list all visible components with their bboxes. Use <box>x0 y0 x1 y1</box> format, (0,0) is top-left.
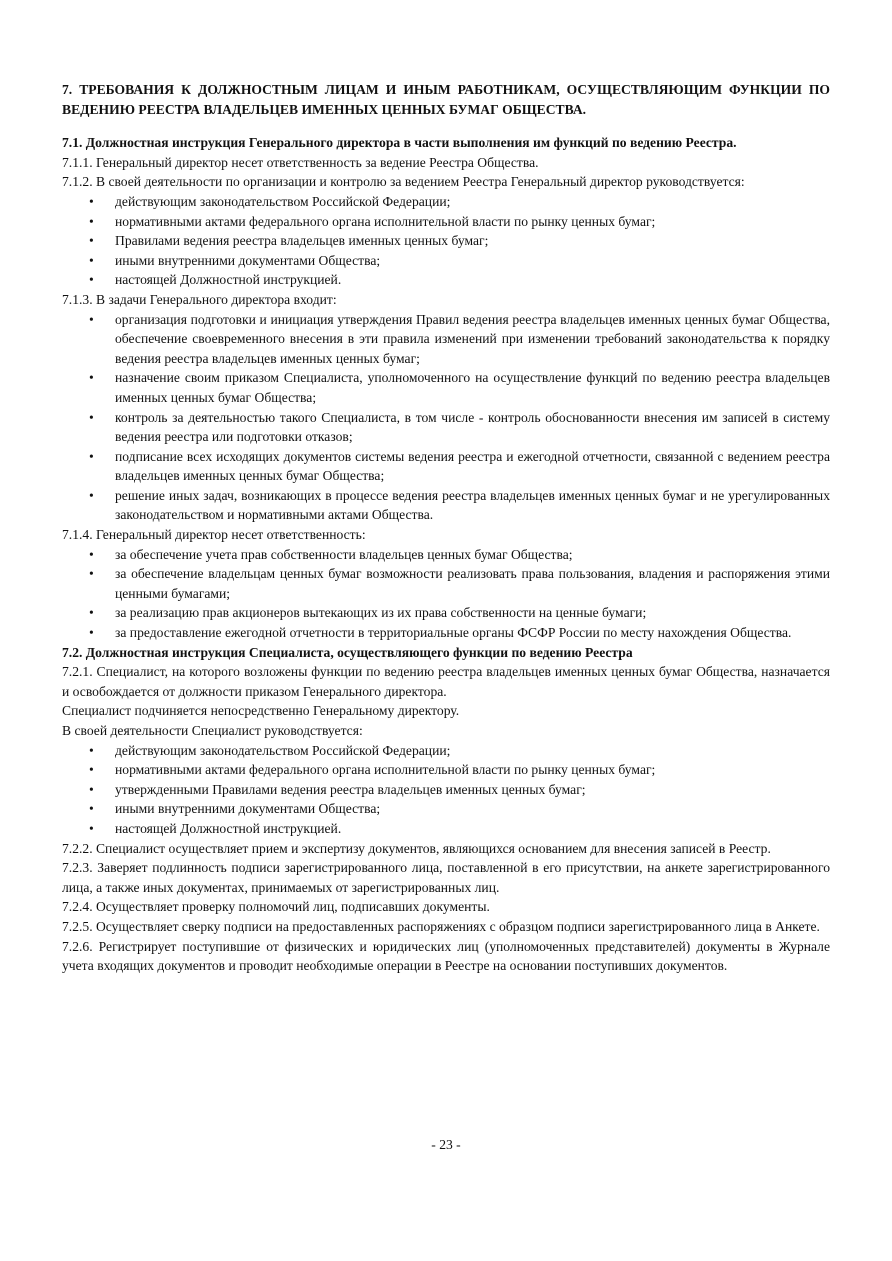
list-item: • нормативными актами федерального органа исполнительной власти по рынку ценных бумаг; <box>62 212 830 232</box>
paragraph-7-2-1: 7.2.1. Специалист, на которого возложены функции по ведению реестра владельцев именных ценных бумаг Общества, назначается и освобождается от должности приказом Генерального директора. <box>62 664 830 699</box>
paragraph-7-2-1-subordination: Специалист подчиняется непосредственно Генеральному директору. <box>62 703 460 719</box>
page-number: - 23 - <box>431 1137 461 1152</box>
section-7-2-heading: 7.2. Должностная инструкция Специалиста, осуществляющего функции по ведению Реестра <box>62 644 633 660</box>
paragraph-7-1-3: 7.1.3. В задачи Генерального директора входит: <box>62 291 337 307</box>
paragraph-7-2-6: 7.2.6. Регистрирует поступившие от физических и юридических лиц (уполномоченных представителей) документы в Журнале учета входящих документов и проводит необходимые операции в Реестре на основании поступивших документов. <box>62 938 830 974</box>
list-item: • иными внутренними документами Общества; <box>62 251 830 271</box>
list-7-1-3 <box>62 310 830 526</box>
list-item: • действующим законодательством Российской Федерации; <box>62 741 830 761</box>
paragraph-7-2-5: 7.2.5. Осуществляет сверку подписи на предоставленных распоряжениях с образцом подписи зарегистрированного лица в Анкете. <box>62 918 820 934</box>
list-item: • контроль за деятельностью такого Специалиста, в том числе - контроль обоснованности внесения им записей в систему ведения реестра или подготовки отказов; <box>62 408 830 447</box>
section-7-1-heading: 7.1. Должностная инструкция Генерального директора в части выполнения им функций по ведению Реестра. <box>62 135 737 151</box>
paragraph-7-2-1-guidance: В своей деятельности Специалист руководствуется: <box>62 723 363 738</box>
list-item: • назначение своим приказом Специалиста, уполномоченного на осуществление функций по ведению реестра владельцев именных ценных бумаг Общества; <box>62 368 830 407</box>
list-7-1-4 <box>62 545 830 643</box>
list-item: • действующим законодательством Российской Федерации; <box>62 192 830 212</box>
list-item: • нормативными актами федерального органа исполнительной власти по рынку ценных бумаг; <box>62 760 830 780</box>
document-page <box>62 80 830 976</box>
list-item: • подписание всех исходящих документов системы ведения реестра и ежегодной отчетности, связанной с ведением реестра владельцев именных ценных бумаг Общества; <box>62 447 830 486</box>
list-item: • настоящей Должностной инструкцией. <box>62 270 830 290</box>
list-7-2-1 <box>62 741 830 839</box>
list-item: • за обеспечение учета прав собственности владельцев ценных бумаг Общества; <box>62 545 830 565</box>
list-item: • утвержденными Правилами ведения реестра владельцев именных ценных бумаг; <box>62 780 830 800</box>
list-item: • решение иных задач, возникающих в процессе ведения реестра владельцев именных ценных бумаг и не урегулированных законодательством и нормативными актами Общества. <box>62 486 830 525</box>
list-7-1-2 <box>62 192 830 290</box>
paragraph-7-1-4: 7.1.4. Генеральный директор несет ответственность: <box>62 527 366 543</box>
list-item: • за предоставление ежегодной отчетности в территориальные органы ФСФР России по месту нахождения Общества. <box>62 623 830 643</box>
paragraph-7-2-4: 7.2.4. Осуществляет проверку полномочий лиц, подписавших документы. <box>62 899 490 915</box>
list-item: • организация подготовки и инициация утверждения Правил ведения реестра владельцев именных ценных бумаг Общества, обеспечение своевременного внесения в эти правила изменений при изменении требований законодательства к порядку ведения реестра владельцев именных ценных бумаг; <box>62 310 830 369</box>
list-item: • иными внутренними документами Общества; <box>62 799 830 819</box>
paragraph-7-1-1: 7.1.1. Генеральный директор несет ответственность за ведение Реестра Общества. <box>62 154 539 170</box>
paragraph-7-2-2: 7.2.2. Специалист осуществляет прием и экспертизу документов, являющихся основанием для внесения записей в Реестр. <box>62 840 771 856</box>
paragraph-7-2-3: 7.2.3. Заверяет подлинность подписи зарегистрированного лица, поставленной в его присутствии, на анкете зарегистрированного лица, а также иных документах, принимаемых от зарегистрированных лиц. <box>62 860 830 895</box>
list-item: • настоящей Должностной инструкцией. <box>62 819 830 839</box>
paragraph-7-1-2: 7.1.2. В своей деятельности по организации и контролю за ведением Реестра Генеральный директор руководствуется: <box>62 174 745 190</box>
list-item: • за реализацию прав акционеров вытекающих из их права собственности на ценные бумаги; <box>62 603 830 623</box>
list-item: • за обеспечение владельцам ценных бумаг возможности реализовать права пользования, владения и распоряжения этими ценными бумагами; <box>62 564 830 603</box>
list-item: • Правилами ведения реестра владельцев именных ценных бумаг; <box>62 231 830 251</box>
section-7-title: 7. ТРЕБОВАНИЯ К ДОЛЖНОСТНЫМ ЛИЦАМ И ИНЫМ РАБОТНИКАМ, ОСУЩЕСТВЛЯЮЩИМ ФУНКЦИИ ПО ВЕДЕНИЮ РЕЕСТРА ВЛАДЕЛЬЦЕВ ИМЕННЫХ ЦЕННЫХ БУМАГ ОБЩЕСТВА. <box>62 82 830 117</box>
